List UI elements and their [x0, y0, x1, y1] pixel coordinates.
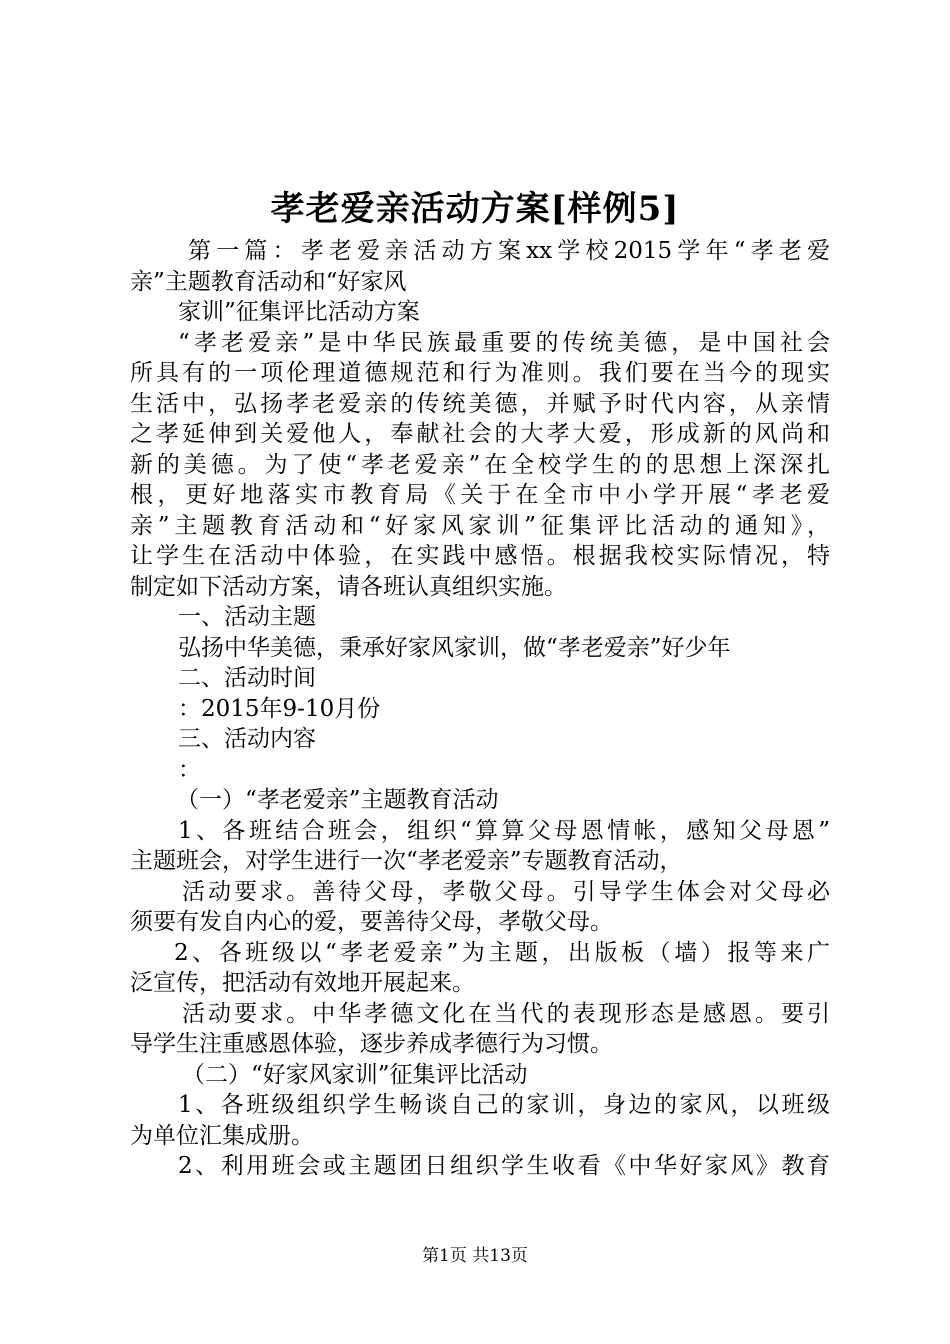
paragraph-line: 第一篇：孝老爱亲活动方案xx学校2015学年“孝老爱	[188, 238, 830, 264]
paragraph-line: 活动要求。中华孝德文化在当代的表现形态是感恩。要引	[182, 1000, 830, 1027]
subsection-heading: （一）“孝老爱亲”主题教育活动	[176, 787, 499, 813]
paragraph-line: 须要有发自内心的爱，要善待父母，孝敬父母。	[130, 909, 613, 935]
paragraph-line: 2、各班级以“孝老爱亲”为主题，出版板（墙）报等来广	[174, 939, 830, 966]
subsection-heading: （二）“好家风家训”征集评比活动	[182, 1061, 528, 1088]
paragraph-line: 根，更好地落实市教育局《关于在全市中小学开展“孝老爱	[130, 482, 830, 508]
paragraph-line: ：	[178, 756, 201, 783]
paragraph-line: 导学生注重感恩体验，逐步养成孝德行为习惯。	[130, 1031, 613, 1057]
paragraph-line: 亲”主题教育活动和“好家风家训”征集评比活动的通知》，	[130, 512, 830, 539]
paragraph-line: ：2015年9-10月份	[178, 695, 381, 722]
paragraph-line: 为单位汇集成册。	[130, 1122, 314, 1149]
paragraph-line: 活动要求。善待父母，孝敬父母。引导学生体会对父母必	[182, 878, 830, 905]
paragraph-line: 制定如下活动方案，请各班认真组织实施。	[130, 573, 567, 600]
document-body	[130, 236, 830, 1182]
paragraph-line: “孝老爱亲”是中华民族最重要的传统美德，是中国社会	[178, 329, 830, 356]
paragraph-line: 亲”主题教育活动和“好家风	[130, 268, 407, 295]
paragraph-line: 主题班会，对学生进行一次“孝老爱亲”专题教育活动，	[130, 848, 683, 874]
section-heading: 二、活动时间	[178, 665, 316, 691]
paragraph-line: 让学生在活动中体验，在实践中感悟。根据我校实际情况，特	[130, 543, 830, 569]
section-heading: 三、活动内容	[178, 726, 316, 752]
paragraph-line: 2、利用班会或主题团日组织学生收看《中华好家风》教育	[178, 1153, 830, 1179]
page-number: 第1页 共13页	[422, 1246, 528, 1266]
paragraph-line: 家训”征集评比活动方案	[178, 299, 420, 325]
paragraph-line: 1、各班结合班会，组织“算算父母恩情帐，感知父母恩”	[178, 817, 830, 844]
paragraph-line: 1、各班级组织学生畅谈自己的家训，身边的家风，以班级	[178, 1092, 830, 1118]
section-heading: 一、活动主题	[178, 604, 316, 630]
paragraph-line: 弘扬中华美德，秉承好家风家训，做“孝老爱亲”好少年	[178, 634, 731, 661]
paragraph-line: 生活中，弘扬孝老爱亲的传统美德，并赋予时代内容，从亲情	[130, 390, 830, 417]
paragraph-line: 之孝延伸到关爱他人，奉献社会的大孝大爱，形成新的风尚和	[130, 421, 830, 447]
paragraph-line: 新的美德。为了使“孝老爱亲”在全校学生的的思想上深深扎	[130, 451, 830, 478]
paragraph-line: 所具有的一项伦理道德规范和行为准则。我们要在当今的现实	[130, 360, 830, 386]
document-title: 孝老爱亲活动方案[样例5]	[270, 189, 680, 229]
paragraph-line: 泛宣传，把活动有效地开展起来。	[130, 970, 475, 996]
